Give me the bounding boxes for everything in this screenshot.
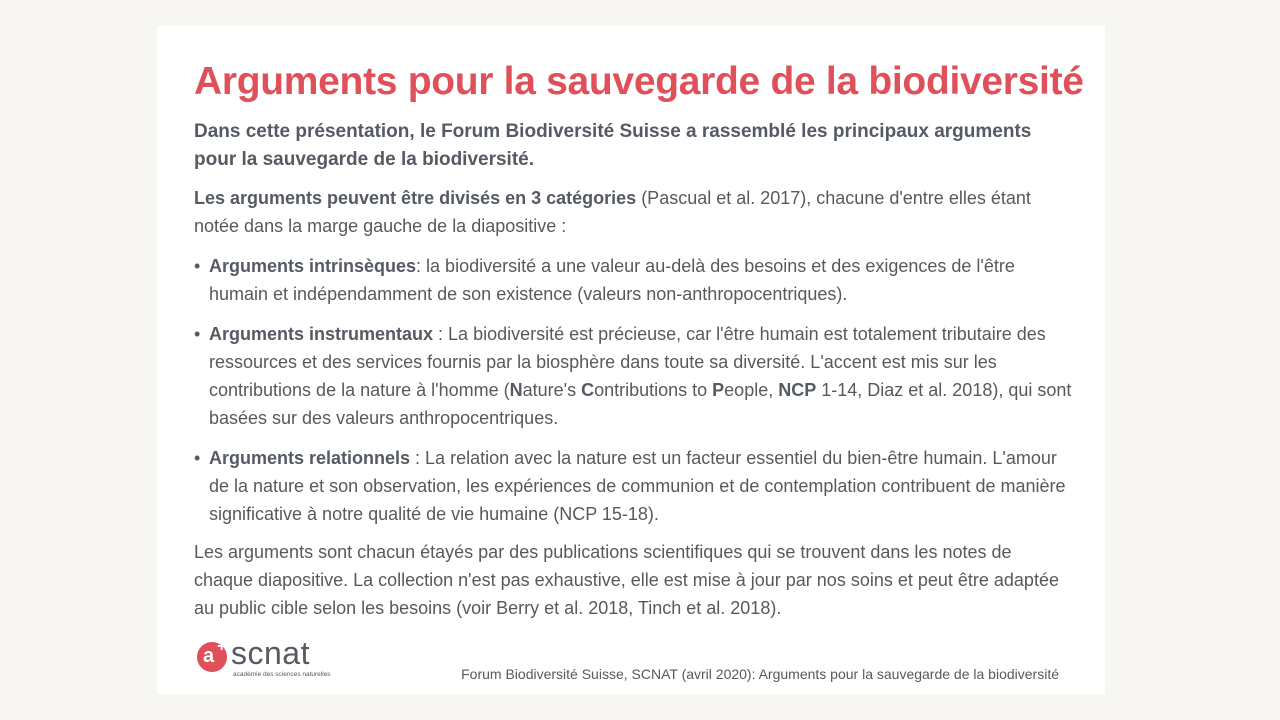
ncp-letter-n: N bbox=[509, 380, 523, 400]
logo-mark-plus: + bbox=[217, 638, 227, 655]
categories-citation: (Pascual et al. 2017), chacune d'entre elles étant notée dans la marge gauche de la diapositive : bbox=[194, 188, 1031, 236]
ncp-word-people: eople, bbox=[724, 380, 779, 400]
arguments-list bbox=[194, 252, 1074, 528]
argument-text: : la biodiversité a une valeur au-delà des besoins et des exigences de l'être humain et indépendamment de son existence (valeurs non-anthropocentriques). bbox=[209, 256, 1015, 304]
ncp-word-nature: ature's bbox=[522, 380, 582, 400]
categories-lead: Les arguments peuvent être divisés en 3 catégories bbox=[194, 188, 637, 208]
ncp-acronym: NCP bbox=[778, 380, 817, 400]
logo-mark-letter: a bbox=[203, 645, 215, 667]
list-item-instrumental bbox=[194, 320, 1074, 432]
slide-title: Arguments pour la sauvegarde de la biodiversité bbox=[194, 60, 1084, 103]
logo-wordmark: scnat bbox=[231, 635, 310, 671]
list-item-intrinsic bbox=[194, 252, 1074, 308]
argument-label: Arguments intrinsèques bbox=[209, 256, 417, 276]
ncp-letter-p: P bbox=[712, 380, 725, 400]
bullet: • bbox=[194, 324, 201, 344]
slide-content bbox=[194, 56, 1084, 622]
argument-text: : La relation avec la nature est un facteur essentiel du bien-être humain. L'amour de la nature et son observation, les expériences de communion et de contemplation contribuent de manière significative à notre qualité de vie humaine (NCP 15-18). bbox=[209, 448, 1066, 524]
scnat-logo bbox=[197, 635, 357, 678]
argument-text: : La biodiversité est précieuse, car l'être humain est totalement tributaire des ressources et des services fournis par la biosphère dans toute sa diversité. L'accent est mis sur les contributions de la nature à l'homme ( bbox=[209, 324, 1046, 400]
ncp-letter-c: C bbox=[581, 380, 595, 400]
argument-text-end: 1-14, Diaz et al. 2018), qui sont basées sur des valeurs anthropocentriques. bbox=[209, 380, 1072, 428]
argument-label: Arguments instrumentaux bbox=[209, 324, 434, 344]
scnat-logo-icon bbox=[197, 638, 227, 672]
ncp-word-contributions: ontributions to bbox=[594, 380, 713, 400]
intro-text: Dans cette présentation, le Forum Biodiversité Suisse a rassemblé les principaux arguments pour la sauvegarde de la biodiversité. bbox=[194, 121, 1032, 170]
footer-citation: Forum Biodiversité Suisse, SCNAT (avril 2020): Arguments pour la sauvegarde de la biodiversité bbox=[461, 666, 1059, 682]
closing-paragraph: Les arguments sont chacun étayés par des publications scientifiques qui se trouvent dans les notes de chaque diapositive. La collection n'est pas exhaustive, elle est mise à jour par nos soins et peut être adaptée au public cible selon les besoins (voir Berry et al. 2018, Tinch et al. 2018). bbox=[194, 542, 1059, 618]
slide bbox=[157, 26, 1105, 694]
list-item-relational bbox=[194, 444, 1074, 528]
categories-paragraph bbox=[194, 184, 1074, 240]
argument-label: Arguments relationnels bbox=[209, 448, 411, 468]
bullet: • bbox=[194, 256, 201, 276]
bullet: • bbox=[194, 448, 201, 468]
logo-subtitle: académie des sciences naturelles bbox=[233, 671, 331, 678]
